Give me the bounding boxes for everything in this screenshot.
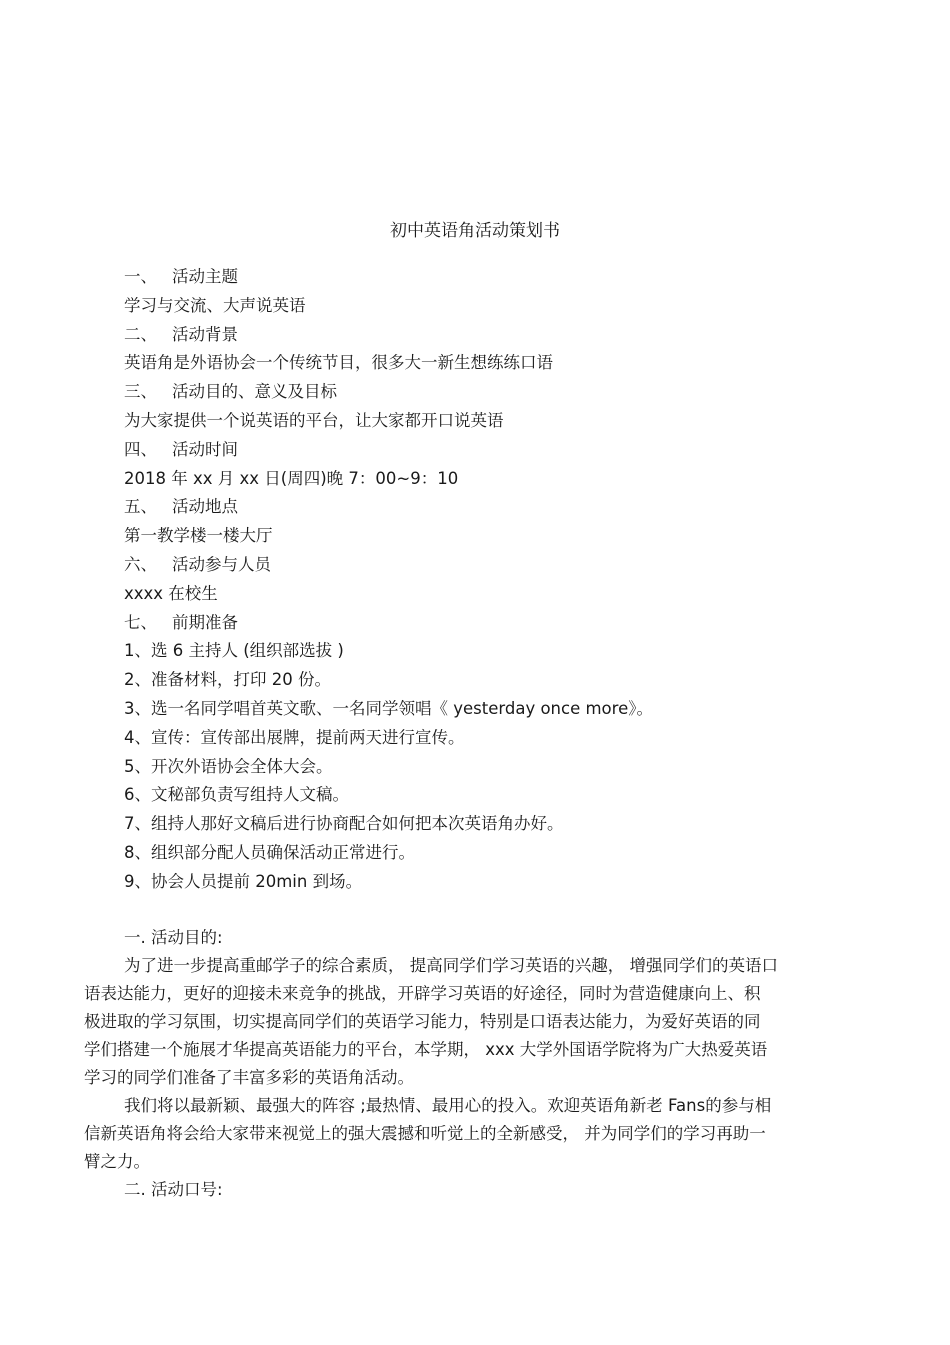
plan-item-text: 为大家提供一个说英语的平台，让大家都开口说英语: [124, 410, 504, 430]
paragraph-line: 语表达能力，更好的迎接未来竞争的挑战，开辟学习英语的好途径，同时为营造健康向上、积: [84, 984, 761, 1003]
plan-outline: [124, 263, 884, 897]
plan-item: [124, 666, 884, 695]
plan-item-text: 第一教学楼一楼大厅: [124, 526, 273, 546]
plan-item: [124, 839, 884, 868]
section-heading: 一. 活动目的:: [124, 928, 223, 947]
plan-item: [124, 522, 884, 551]
plan-item-text: 6、文秘部负责写组持人文稿。: [124, 785, 349, 805]
document-title: 初中英语角活动策划书: [390, 221, 560, 241]
plan-item-text: 3、选一名同学唱首英文歌、一名同学领唱《 yesterday once more》。: [124, 698, 653, 718]
plan-item-text: 英语角是外语协会一个传统节目，很多大一新生想练练口语: [124, 353, 553, 373]
plan-item: [124, 580, 884, 609]
paragraph-line: 臂之力。: [84, 1152, 150, 1171]
plan-item: [124, 551, 884, 580]
plan-item: [124, 781, 884, 810]
plan-item-text: 2018 年 xx 月 xx 日(周四)晚 7：00~9：10: [124, 468, 459, 488]
plan-item-number: 三、: [124, 382, 157, 402]
plan-item: [124, 292, 884, 321]
plan-item: [124, 753, 884, 782]
plan-item: [124, 321, 884, 350]
plan-item-number: 四、: [124, 439, 157, 459]
plan-item-text: 活动目的、意义及目标: [172, 382, 337, 402]
plan-item-text: 前期准备: [172, 612, 238, 632]
plan-item-number: 七、: [124, 612, 157, 632]
plan-item-text: 活动地点: [172, 497, 238, 517]
plan-item: [124, 868, 884, 897]
plan-item-number: 六、: [124, 554, 157, 574]
paragraph-line: 为了进一步提高重邮学子的综合素质， 提高同学们学习英语的兴趣， 增强同学们的英语口: [124, 956, 778, 975]
paragraph-line: 学习的同学们准备了丰富多彩的英语角活动。: [84, 1068, 414, 1087]
plan-item-number: 五、: [124, 497, 157, 517]
plan-item-text: 学习与交流、大声说英语: [124, 295, 306, 315]
plan-item-text: 2、准备材料，打印 20 份。: [124, 670, 331, 690]
plan-item: [124, 407, 884, 436]
plan-item: [124, 436, 884, 465]
plan-item-text: 7、组持人那好文稿后进行协商配合如何把本次英语角办好。: [124, 814, 564, 834]
plan-item-text: 活动背景: [172, 324, 238, 344]
plan-item-text: 活动时间: [172, 439, 238, 459]
plan-item: [124, 493, 884, 522]
plan-item: [124, 609, 884, 638]
plan-item: [124, 724, 884, 753]
plan-item-text: 4、宣传：宣传部出展牌，提前两天进行宣传。: [124, 727, 465, 747]
plan-item-text: 8、组织部分配人员确保活动正常进行。: [124, 842, 415, 862]
plan-item: [124, 349, 884, 378]
paragraph-line: 信新英语角将会给大家带来视觉上的强大震撼和听觉上的全新感受， 并为同学们的学习再助一: [84, 1124, 766, 1143]
plan-item: [124, 263, 884, 292]
plan-item-text: xxxx 在校生: [124, 583, 218, 603]
plan-item: [124, 465, 884, 494]
paragraph-line: 学们搭建一个施展才华提高英语能力的平台，本学期， xxx 大学外国语学院将为广大热爱英语: [84, 1040, 768, 1059]
paragraph-line: 极进取的学习氛围，切实提高同学们的英语学习能力，特别是口语表达能力，为爱好英语的同: [84, 1012, 761, 1031]
plan-item: [124, 810, 884, 839]
plan-item-number: 一、: [124, 267, 157, 286]
plan-item: [124, 695, 884, 724]
plan-item-text: 9、协会人员提前 20min 到场。: [124, 871, 363, 891]
plan-item-text: 活动主题: [172, 267, 238, 286]
plan-item-number: 二、: [124, 324, 157, 344]
section-heading: 二. 活动口号:: [124, 1180, 223, 1199]
plan-item: [124, 637, 884, 666]
body-section: [84, 924, 864, 1204]
plan-item-text: 活动参与人员: [172, 554, 271, 574]
plan-item-text: 1、选 6 主持人 (组织部选拔 ): [124, 641, 344, 661]
plan-item: [124, 378, 884, 407]
paragraph-line: 我们将以最新颖、最强大的阵容 ;最热情、最用心的投入。欢迎英语角新老 Fans的参与相: [124, 1096, 772, 1115]
plan-item-text: 5、开次外语协会全体大会。: [124, 756, 333, 776]
